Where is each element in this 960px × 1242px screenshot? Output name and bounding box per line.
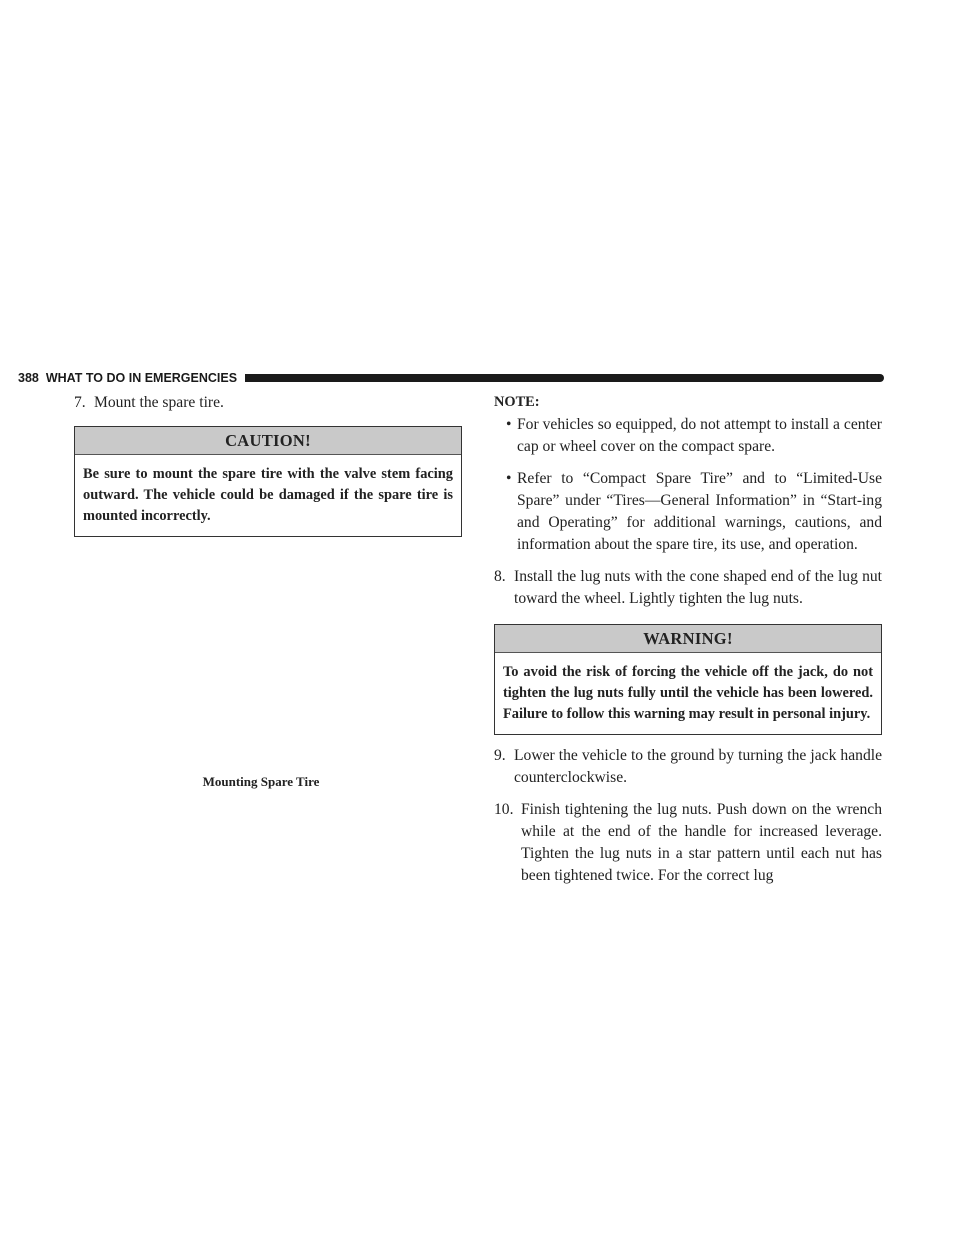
step-9 bbox=[494, 745, 882, 789]
step-text: Finish tightening the lug nuts. Push down on the wrench while at the end of the handle for increased leverage. Tighten the lug nuts in a star pattern until each nut has been tightened twice. For the correct lug bbox=[521, 801, 882, 884]
step-number: 8. bbox=[494, 568, 506, 585]
figure-caption: Mounting Spare Tire bbox=[202, 774, 320, 789]
list-item bbox=[494, 468, 882, 556]
step-text: Lower the vehicle to the ground by turning the jack handle counterclockwise. bbox=[514, 747, 882, 786]
step-text: Mount the spare tire. bbox=[94, 394, 224, 411]
header-rule bbox=[245, 374, 884, 382]
caution-title: CAUTION! bbox=[75, 427, 461, 455]
page-number: 388 bbox=[18, 371, 39, 385]
step-number: 10. bbox=[494, 801, 514, 818]
caution-body: Be sure to mount the spare tire with the valve stem facing outward. The vehicle could be damaged if the spare tire is mounted incorrectly. bbox=[83, 466, 453, 524]
caution-box bbox=[74, 426, 462, 537]
page-header bbox=[18, 371, 884, 385]
warning-title: WARNING! bbox=[495, 625, 881, 653]
note-label: NOTE: bbox=[494, 394, 540, 410]
step-number: 9. bbox=[494, 747, 506, 764]
step-number: 7. bbox=[74, 394, 86, 411]
bullet-icon: • bbox=[506, 470, 512, 487]
bullet-text: For vehicles so equipped, do not attempt to install a center cap or wheel cover on the compact spare. bbox=[517, 416, 882, 455]
bullet-text: Refer to “Compact Spare Tire” and to “Limited-Use Spare” under “Tires—General Information” in “Start-ing and Operating” for additional warnings, cautions, and information about the spare tire, its use, and operation. bbox=[517, 470, 882, 553]
bullet-icon: • bbox=[506, 416, 512, 433]
list-item bbox=[494, 414, 882, 458]
section-title: WHAT TO DO IN EMERGENCIES bbox=[45, 371, 238, 385]
right-column bbox=[494, 392, 882, 887]
step-8 bbox=[494, 566, 882, 610]
step-7 bbox=[74, 392, 462, 414]
warning-box bbox=[494, 624, 882, 735]
step-text: Install the lug nuts with the cone shaped end of the lug nut toward the wheel. Lightly tighten the lug nuts. bbox=[514, 568, 882, 607]
figure-placeholder bbox=[74, 543, 462, 771]
note-bullets bbox=[494, 414, 882, 556]
step-10 bbox=[494, 799, 882, 887]
warning-body: To avoid the risk of forcing the vehicle off the jack, do not tighten the lug nuts fully until the vehicle has been lowered. Failure to follow this warning may result in personal injury. bbox=[503, 664, 873, 722]
left-column bbox=[74, 392, 462, 793]
